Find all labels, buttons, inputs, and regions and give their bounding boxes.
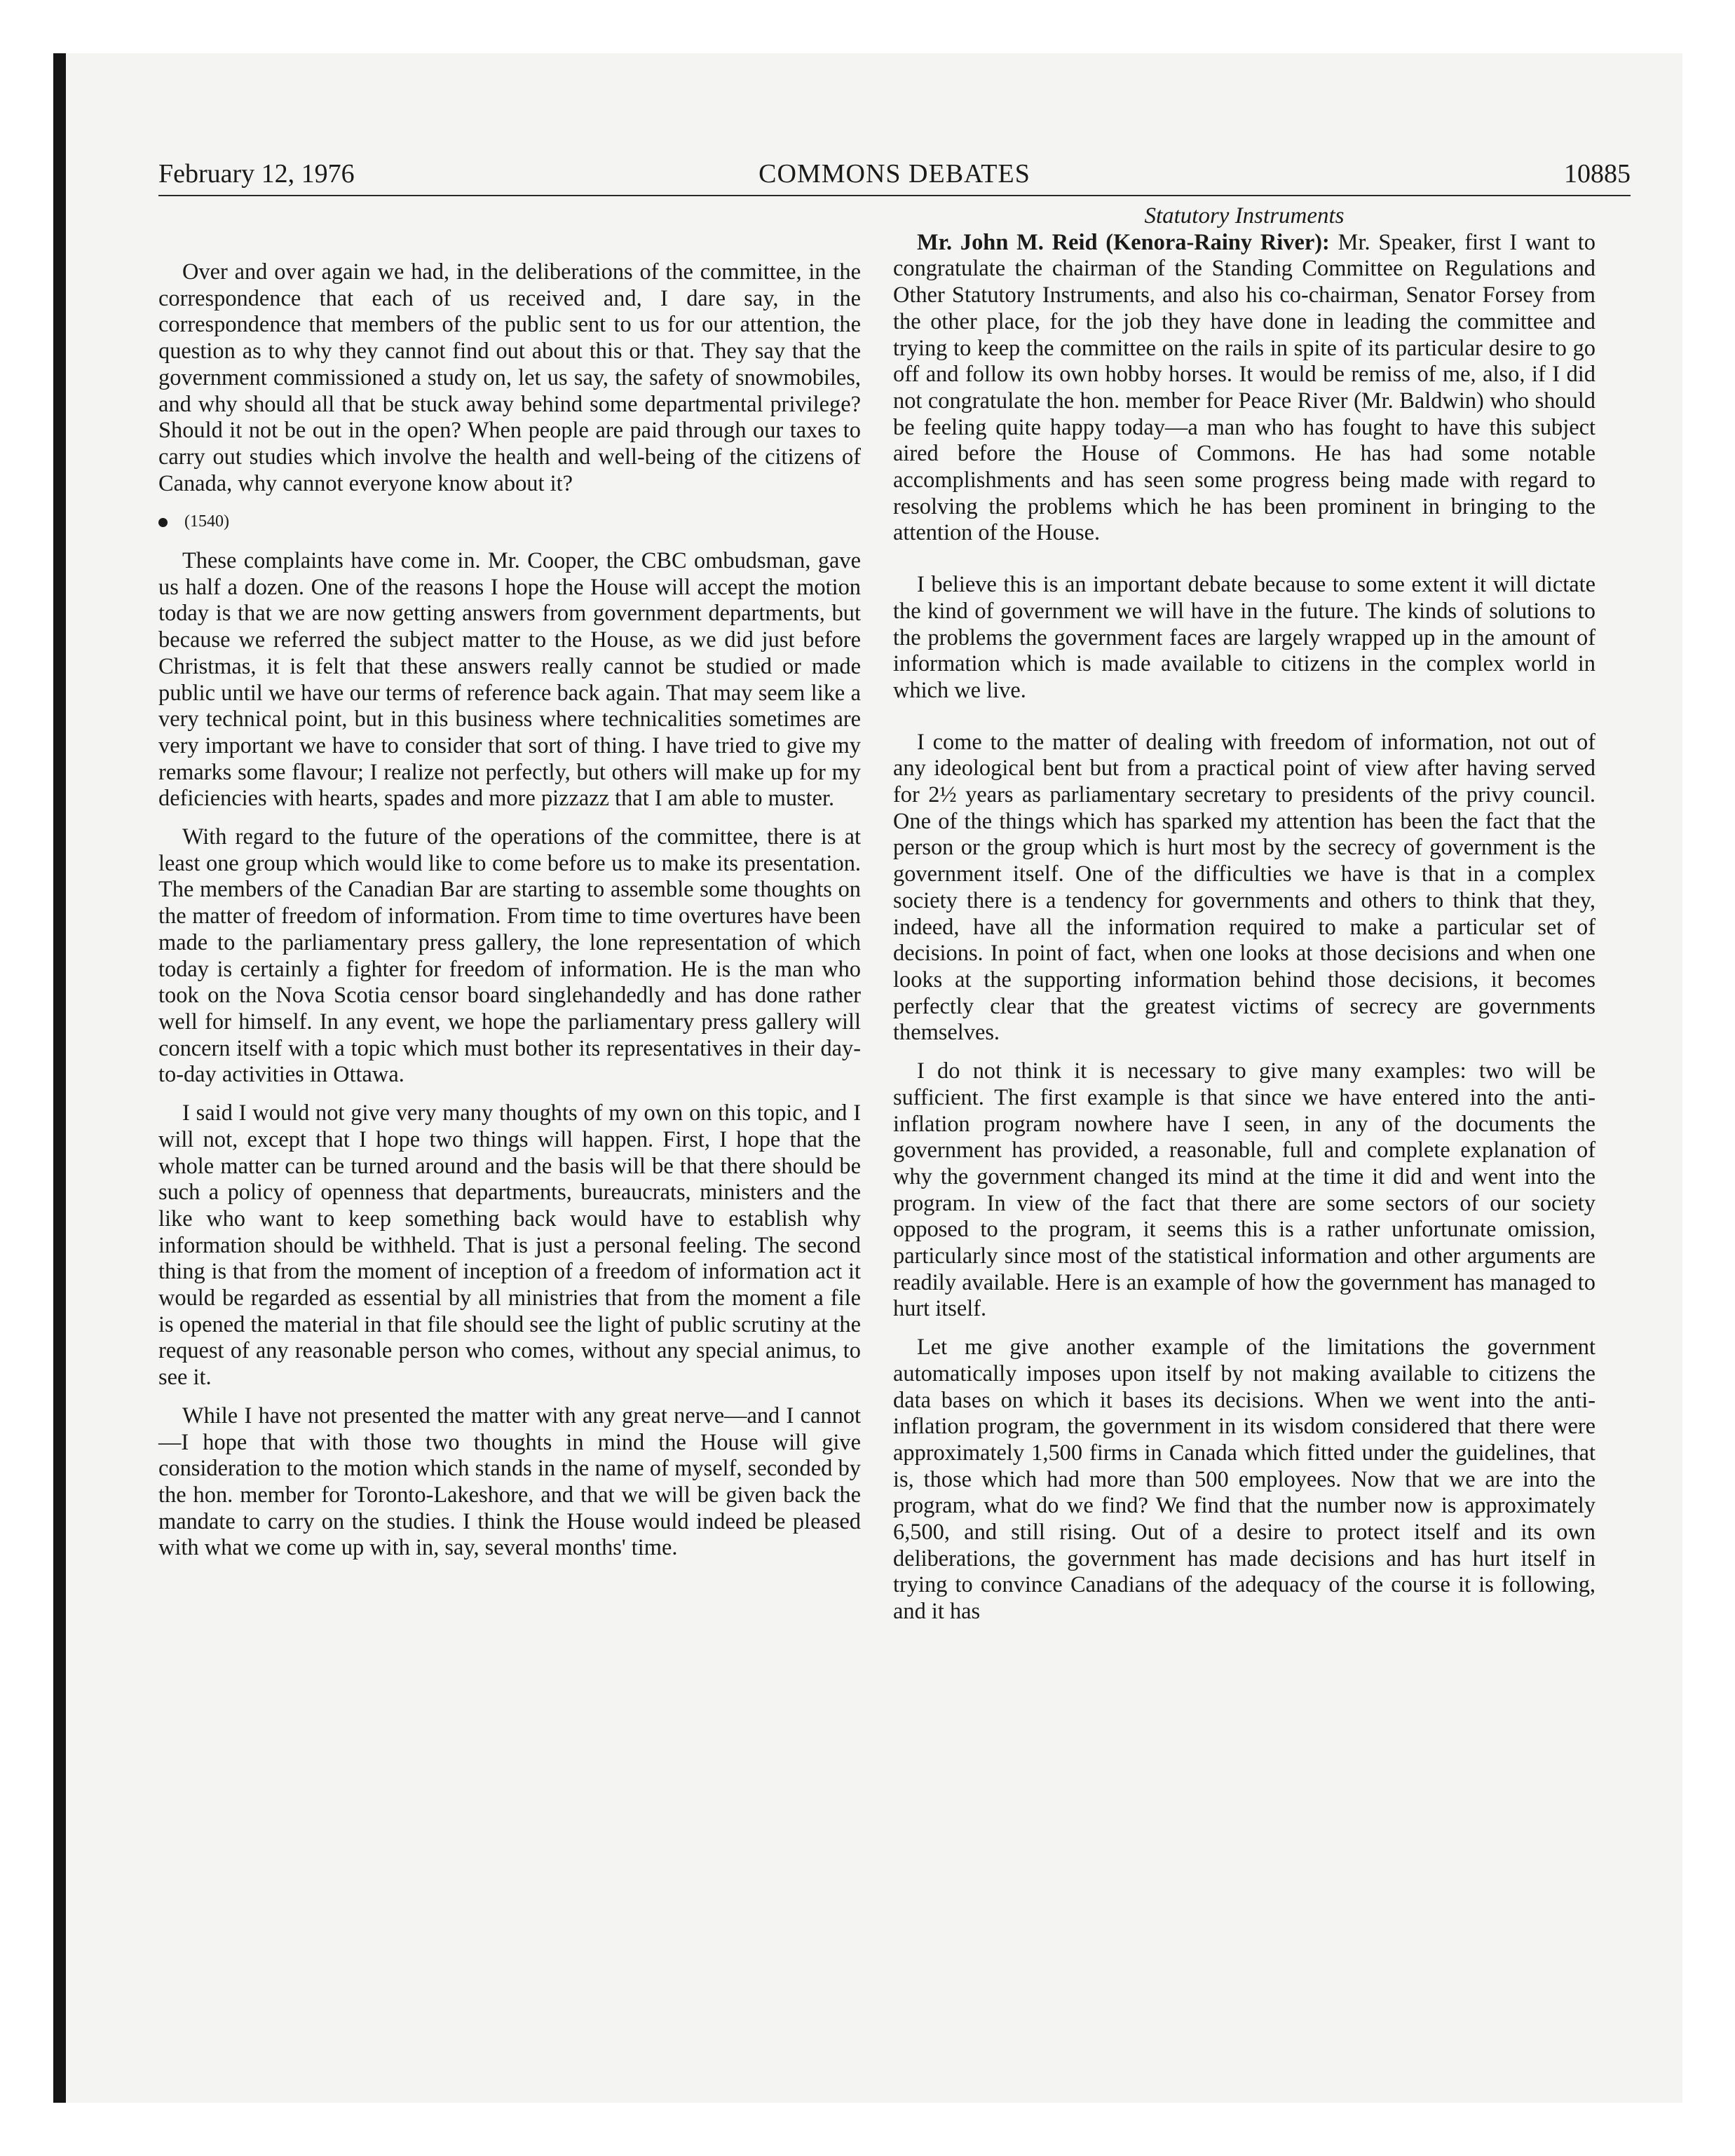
bullet-icon xyxy=(158,518,168,527)
paragraph: I come to the matter of dealing with freedom of information, not out of any ideological bent but from a practical point of view after having served for 2½ years as parliamentary secretary to presidents of the privy council. One of the things which has sparked my attention has been the fact that the person or the group which is hurt most by the secrecy of government is the government itself. One of the difficulties we have is that in a complex society there is a tendency for governments and others to think that they, indeed, have all the information required to make a particular set of decisions. In point of fact, when one looks at those decisions and when one looks at the supporting information behind those decisions, it becomes perfectly clear that the greatest victims of secrecy are governments themselves. xyxy=(893,729,1595,1046)
header-page-number: 10885 xyxy=(1564,159,1631,189)
paragraph xyxy=(893,230,1595,547)
left-column xyxy=(158,203,861,1574)
header-title: COMMONS DEBATES xyxy=(758,159,1030,189)
header-date: February 12, 1976 xyxy=(158,159,355,189)
paragraph: With regard to the future of the operations of the committee, there is at least one group which would like to come before us to make its presentation. The members of the Canadian Bar are starting to assemble some thoughts on the matter of freedom of information. From time to time overtures have been made to the parliamentary press gallery, the lone representation of which today is certainly a fighter for freedom of information. He is the man who took on the Nova Scotia censor board singlehandedly and has done rather well for himself. In any event, we hope the parliamentary press gallery will concern itself with a topic which must bother its representatives in their day-to-day activities in Ottawa. xyxy=(158,824,861,1088)
right-column xyxy=(893,203,1595,1637)
paragraph: Over and over again we had, in the deliberations of the committee, in the correspondence that each of us received and, I dare say, in the correspondence that members of the public sent to us for our attention, the question as to why they cannot find out about this or that. They say that the government commissioned a study on, let us say, the safety of snowmobiles, and why should all that be stuck away behind some departmental privilege? Should it not be out in the open? When people are paid through our taxes to carry out studies which involve the health and well-being of the citizens of Canada, why cannot everyone know about it? xyxy=(158,259,861,496)
binding-edge xyxy=(53,53,66,2103)
paragraph: I believe this is an important debate because to some extent it will dictate the kind of government we will have in the future. The kinds of solutions to the problems the government faces are largely wrapped up in the amount of information which is made available to citizens in the complex world in which we live. xyxy=(893,572,1595,703)
paragraph: While I have not presented the matter with any great nerve—and I cannot—I hope that with those two thoughts in mind the House will give consideration to the motion which stands in the name of myself, seconded by the hon. member for Toronto-Lakeshore, and that we will be given back the mandate to carry on the studies. I think the House would indeed be pleased with what we come up with in, say, several months' time. xyxy=(158,1403,861,1561)
paragraph: Let me give another example of the limitations the government automatically imposes upon itself by not making available to citizens the data bases on which it bases its decisions. When we went into the anti-inflation program, the government in its wisdom considered that there were approximately 1,500 firms in Canada which fitted under the guidelines, that is, those which had more than 500 employees. Now that we are into the program, what do we find? We find that the number now is approximately 6,500, and still rising. Out of a desire to protect itself and its own deliberations, the government has made decisions and has hurt itself in trying to convince Canadians of the adequacy of the course it is following, and it has xyxy=(893,1335,1595,1625)
paragraph: I do not think it is necessary to give many examples: two will be sufficient. The first example is that since we have entered into the anti-inflation program nowhere have I seen, in any of the documents the government has provided, a reasonable, full and complete explanation of why the government changed its mind at the time it did and went into the program. In view of the fact that there are some sectors of our society opposed to the program, it seems this is a rather unfortunate omission, particularly since most of the statistical information and other arguments are readily available. Here is an example of how the government has managed to hurt itself. xyxy=(893,1058,1595,1322)
paragraph: These complaints have come in. Mr. Cooper, the CBC ombudsman, gave us half a dozen. One of the reasons I hope the House will accept the motion today is that we are now getting answers from government departments, but because we referred the subject matter to the House, as we did just before Christmas, it is felt that these answers really cannot be studied or made public until we have our terms of reference back again. That may seem like a very technical point, but in this business where technicalities sometimes are very important we have to consider that sort of thing. I have tried to give my remarks some flavour; I realize not perfectly, but others will make up for my deficiencies with hearts, spades and more pizzazz that I am able to muster. xyxy=(158,548,861,812)
page-header xyxy=(158,153,1631,196)
time-marker xyxy=(158,509,861,535)
speaker-name: Mr. John M. Reid (Kenora-Rainy River): xyxy=(917,229,1330,255)
scanned-page xyxy=(53,53,1682,2103)
speech-text: Mr. Speaker, first I want to congratulate the chairman of the Standing Committee on Regulations and Other Statutory Instruments, and also his co-chairman, Senator Forsey from the other place, for the job they have done in leading the committee and trying to keep the committee on the rails in spite of its particular desire to go off and follow its own hobby horses. It would be remiss of me, also, if I did not congratulate the hon. member for Peace River (Mr. Baldwin) who should be feeling quite happy today—a man who has fought to have this subject aired before the House of Commons. He has had some notable accomplishments and has seen some progress being made with regard to resolving the problems which he has been prominent in bringing to the attention of the House. xyxy=(893,229,1595,546)
section-rubric: Statutory Instruments xyxy=(1144,203,1345,228)
time-marker-label: (1540) xyxy=(184,512,229,531)
paragraph: I said I would not give very many thoughts of my own on this topic, and I will not, except that I hope two things will happen. First, I hope that the whole matter can be turned around and the basis will be that there should be such a policy of openness that departments, bureaucrats, ministers and the like who want to keep something back would have to establish why information should be withheld. That is just a personal feeling. The second thing is that from the moment of inception of a freedom of information act it would be regarded as essential by all ministries that from the moment a file is opened the material in that file should see the light of public scrutiny at the request of any reasonable person who comes, without any special animus, to see it. xyxy=(158,1100,861,1391)
